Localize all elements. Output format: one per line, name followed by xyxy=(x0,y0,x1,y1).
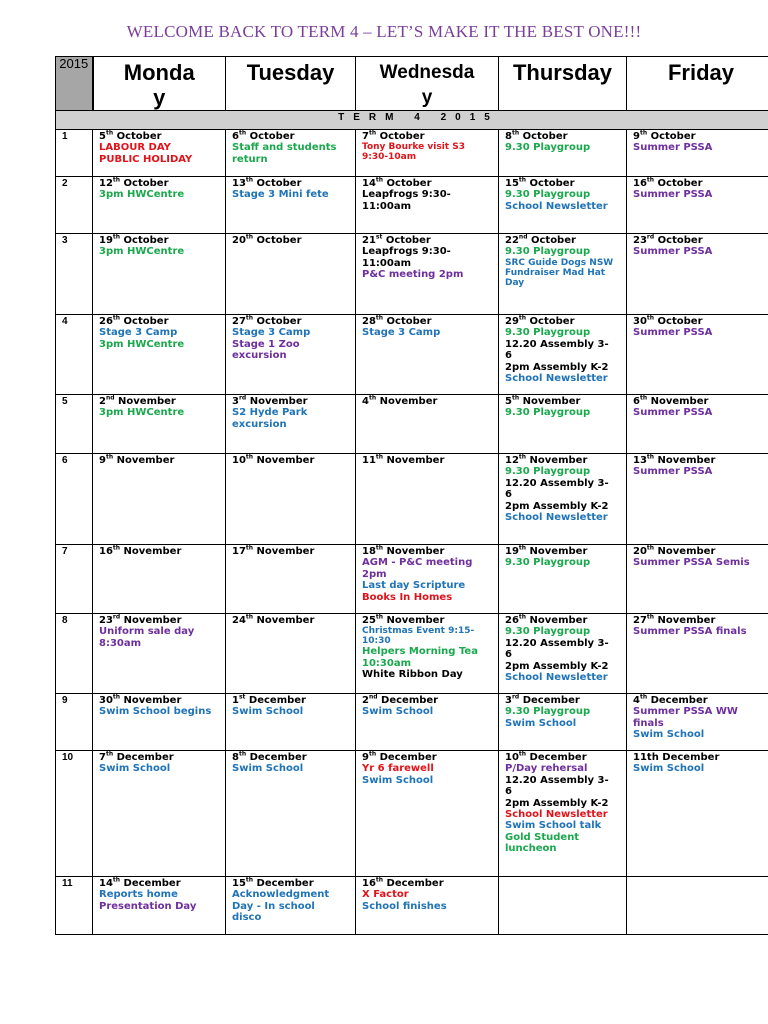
date-label: 12th October xyxy=(99,176,169,189)
term-banner-row xyxy=(56,111,768,130)
event-text: Stage 3 Camp xyxy=(99,327,178,339)
event-text: 2pm Assembly K-2 xyxy=(505,660,609,672)
event-text: Day xyxy=(505,277,525,288)
day-cell-wednesday xyxy=(356,130,499,177)
day-cell-tuesday xyxy=(226,234,356,315)
date-label: 19th October xyxy=(99,233,169,246)
event-text: Day - In school xyxy=(232,900,315,912)
day-cell-thursday xyxy=(499,130,627,177)
week-row xyxy=(56,545,768,614)
date-label: 23rd November xyxy=(99,613,182,626)
event-text: 6 xyxy=(505,489,512,501)
page-title: WELCOME BACK TO TERM 4 – LET’S MAKE IT THE BEST ONE!!! xyxy=(126,22,642,41)
date-label: 9th October xyxy=(633,129,696,142)
date-label: 20th October xyxy=(232,233,302,246)
date-label: 24th November xyxy=(232,613,315,626)
date-label: 8th October xyxy=(505,129,568,142)
event-text: School Newsletter xyxy=(505,373,608,385)
day-cell-monday xyxy=(93,177,226,234)
event-text: S2 Hyde Park xyxy=(232,407,308,419)
week-number: 10 xyxy=(56,751,93,877)
date-label: 17th November xyxy=(232,544,315,557)
event-text: 9.30 Playgroup xyxy=(505,142,591,154)
day-cell-friday xyxy=(627,877,768,935)
day-cell-friday xyxy=(627,315,768,395)
day-cell-tuesday xyxy=(226,877,356,935)
event-text: School Newsletter xyxy=(505,672,608,684)
day-cell-tuesday xyxy=(226,130,356,177)
event-text: 11:00am xyxy=(362,200,411,212)
day-header-monday: Monda y xyxy=(93,57,226,111)
event-text: Last day Scripture xyxy=(362,580,466,592)
day-cell-wednesday xyxy=(356,877,499,935)
date-label: 22nd October xyxy=(505,233,576,246)
event-text: Summer PSSA xyxy=(633,327,713,339)
day-cell-wednesday xyxy=(356,395,499,454)
event-text: Acknowledgment xyxy=(232,889,330,901)
day-header-friday: Friday xyxy=(627,57,768,111)
event-text: Swim School talk xyxy=(505,820,602,832)
date-label: 9th December xyxy=(362,750,437,763)
date-label: 15th December xyxy=(232,876,314,889)
day-cell-tuesday xyxy=(226,545,356,614)
event-text: Stage 3 Camp xyxy=(362,327,441,339)
week-row xyxy=(56,315,768,395)
event-text: School Newsletter xyxy=(505,512,608,524)
day-header-thursday: Thursday xyxy=(499,57,627,111)
event-text: excursion xyxy=(232,350,287,362)
week-row xyxy=(56,395,768,454)
week-number: 5 xyxy=(56,395,93,454)
event-text: Summer PSSA xyxy=(633,189,713,201)
event-text: 9.30 Playgroup xyxy=(505,327,591,339)
week-number: 7 xyxy=(56,545,93,614)
event-text: 12.20 Assembly 3- xyxy=(505,338,609,350)
event-text: SRC Guide Dogs NSW xyxy=(505,257,614,268)
event-text: Summer PSSA xyxy=(633,407,713,419)
date-label: 29th October xyxy=(505,314,575,327)
week-row xyxy=(56,130,768,177)
event-text: 2pm Assembly K-2 xyxy=(505,500,609,512)
day-cell-wednesday xyxy=(356,694,499,751)
day-cell-thursday xyxy=(499,694,627,751)
day-cell-monday xyxy=(93,234,226,315)
event-text: Reports home xyxy=(99,889,178,901)
event-text: Summer PSSA WW xyxy=(633,706,738,718)
date-label: 10th November xyxy=(232,453,315,466)
day-cell-friday xyxy=(627,545,768,614)
date-label: 26th October xyxy=(99,314,169,327)
week-number: 2 xyxy=(56,177,93,234)
event-text: Stage 1 Zoo xyxy=(232,338,300,350)
week-number: 6 xyxy=(56,454,93,545)
event-text: 3pm HWCentre xyxy=(99,338,185,350)
event-text: School finishes xyxy=(362,900,447,912)
week-row xyxy=(56,177,768,234)
term-banner: TERM 4 2015 xyxy=(56,111,768,130)
event-text: luncheon xyxy=(505,843,557,855)
event-text: Leapfrogs 9:30- xyxy=(362,246,451,258)
date-label: 25th November xyxy=(362,613,445,626)
day-cell-monday xyxy=(93,130,226,177)
date-label: 16th December xyxy=(362,876,444,889)
day-cell-thursday xyxy=(499,454,627,545)
event-text: Swim School xyxy=(232,763,304,775)
event-text: 10:30am xyxy=(362,657,411,669)
event-text: 8:30am xyxy=(99,637,142,649)
week-number: 8 xyxy=(56,614,93,694)
event-text: Swim School xyxy=(99,763,171,775)
event-text: 6 xyxy=(505,786,512,798)
event-text: 2pm Assembly K-2 xyxy=(505,361,609,373)
event-text: Christmas Event 9:15- xyxy=(362,626,475,637)
day-cell-wednesday xyxy=(356,454,499,545)
date-label: 4th December xyxy=(633,693,708,706)
event-text: School Newsletter xyxy=(505,200,608,212)
event-text: 9.30 Playgroup xyxy=(505,189,591,201)
day-cell-monday xyxy=(93,877,226,935)
event-text: Swim School xyxy=(232,706,304,718)
date-label: 16th November xyxy=(99,544,182,557)
day-cell-thursday xyxy=(499,234,627,315)
event-text: 2pm xyxy=(362,568,387,580)
day-cell-tuesday xyxy=(226,454,356,545)
date-label: 20th November xyxy=(633,544,716,557)
day-cell-tuesday xyxy=(226,177,356,234)
event-text: excursion xyxy=(232,418,287,430)
event-text: Presentation Day xyxy=(99,900,197,912)
day-cell-friday xyxy=(627,454,768,545)
week-row xyxy=(56,454,768,545)
date-label: 7th October xyxy=(362,129,425,142)
date-label: 30th November xyxy=(99,693,182,706)
week-number: 11 xyxy=(56,877,93,935)
event-text: 6 xyxy=(505,350,512,362)
week-row xyxy=(56,614,768,694)
day-header-tuesday: Tuesday xyxy=(226,57,356,111)
day-cell-friday xyxy=(627,130,768,177)
date-label: 28th October xyxy=(362,314,432,327)
event-text: Swim School xyxy=(505,717,577,729)
date-label: 18th November xyxy=(362,544,445,557)
event-text: P&C meeting 2pm xyxy=(362,269,464,281)
event-text: 9.30 Playgroup xyxy=(505,626,591,638)
event-text: Helpers Morning Tea xyxy=(362,646,478,658)
day-cell-monday xyxy=(93,694,226,751)
event-text: P/Day rehersal xyxy=(505,763,588,775)
date-label: 3rd November xyxy=(232,394,308,407)
event-text: 11:00am xyxy=(362,257,411,269)
event-text: Fundraiser Mad Hat xyxy=(505,267,606,278)
event-text: Staff and students xyxy=(232,142,337,154)
week-row xyxy=(56,234,768,315)
date-label: 27th October xyxy=(232,314,302,327)
day-cell-thursday xyxy=(499,395,627,454)
day-cell-monday xyxy=(93,751,226,877)
week-number: 3 xyxy=(56,234,93,315)
event-text: White Ribbon Day xyxy=(362,669,463,681)
event-text: Stage 3 Camp xyxy=(232,327,311,339)
day-cell-wednesday xyxy=(356,614,499,694)
day-cell-friday xyxy=(627,395,768,454)
day-cell-friday xyxy=(627,177,768,234)
day-cell-tuesday xyxy=(226,614,356,694)
event-text: School Newsletter xyxy=(505,809,608,821)
date-label: 4th November xyxy=(362,394,438,407)
event-text: Summer PSSA Semis xyxy=(633,557,750,569)
date-label: 3rd December xyxy=(505,693,580,706)
event-text: Books In Homes xyxy=(362,591,453,603)
day-cell-friday xyxy=(627,234,768,315)
event-text: 6 xyxy=(505,649,512,661)
date-label: 5th October xyxy=(99,129,162,142)
day-cell-thursday xyxy=(499,614,627,694)
event-text: 9.30 Playgroup xyxy=(505,466,591,478)
week-row xyxy=(56,751,768,877)
event-text: Gold Student xyxy=(505,831,580,843)
event-text: 3pm HWCentre xyxy=(99,189,185,201)
week-number: 4 xyxy=(56,315,93,395)
day-cell-wednesday xyxy=(356,177,499,234)
date-label: 9th November xyxy=(99,453,175,466)
day-cell-tuesday xyxy=(226,751,356,877)
event-text: 9.30 Playgroup xyxy=(505,706,591,718)
day-cell-tuesday xyxy=(226,694,356,751)
event-text: Uniform sale day xyxy=(99,626,195,638)
event-text: Summer PSSA xyxy=(633,142,713,154)
date-label: 11th December xyxy=(633,752,720,763)
event-text: 12.20 Assembly 3- xyxy=(505,477,609,489)
date-label: 30th October xyxy=(633,314,703,327)
event-text: Swim School xyxy=(633,763,705,775)
day-cell-tuesday xyxy=(226,395,356,454)
date-label: 13th November xyxy=(633,453,716,466)
date-label: 6th November xyxy=(633,394,709,407)
day-cell-thursday xyxy=(499,177,627,234)
date-label: 10th December xyxy=(505,750,587,763)
event-text: 3pm HWCentre xyxy=(99,246,185,258)
week-row xyxy=(56,694,768,751)
event-text: Leapfrogs 9:30- xyxy=(362,189,451,201)
event-text: X Factor xyxy=(362,889,409,901)
day-cell-wednesday xyxy=(356,315,499,395)
date-label: 7th December xyxy=(99,750,174,763)
day-cell-thursday xyxy=(499,545,627,614)
date-label: 15th October xyxy=(505,176,575,189)
event-text: Summer PSSA finals xyxy=(633,626,747,638)
event-text: return xyxy=(232,153,268,165)
event-text: AGM - P&C meeting xyxy=(362,557,473,569)
date-label: 2nd December xyxy=(362,693,439,706)
date-label: 11th November xyxy=(362,453,445,466)
day-cell-monday xyxy=(93,395,226,454)
day-cell-monday xyxy=(93,315,226,395)
header-row xyxy=(56,57,768,111)
date-label: 13th October xyxy=(232,176,302,189)
event-text: 12.20 Assembly 3- xyxy=(505,774,609,786)
date-label: 12th November xyxy=(505,453,588,466)
event-text: Summer PSSA xyxy=(633,466,713,478)
event-text: Tony Bourke visit S3 xyxy=(362,142,465,153)
event-text: Swim School begins xyxy=(99,706,212,718)
event-text: Summer PSSA xyxy=(633,246,713,258)
date-label: 2nd November xyxy=(99,394,176,407)
event-text: 10:30 xyxy=(362,636,391,647)
day-cell-thursday xyxy=(499,877,627,935)
date-label: 5th November xyxy=(505,394,581,407)
day-cell-monday xyxy=(93,545,226,614)
week-number: 9 xyxy=(56,694,93,751)
week-number: 1 xyxy=(56,130,93,177)
day-cell-thursday xyxy=(499,751,627,877)
event-text: Yr 6 farewell xyxy=(362,763,434,775)
date-label: 16th October xyxy=(633,176,703,189)
day-cell-thursday xyxy=(499,315,627,395)
event-text: disco xyxy=(232,912,262,924)
term-calendar-table xyxy=(55,56,768,935)
day-cell-friday xyxy=(627,694,768,751)
event-text: Stage 3 Mini fete xyxy=(232,189,329,201)
date-label: 26th November xyxy=(505,613,588,626)
date-label: 14th October xyxy=(362,176,432,189)
date-label: 19th November xyxy=(505,544,588,557)
event-text: LABOUR DAY xyxy=(99,142,171,154)
event-text: 12.20 Assembly 3- xyxy=(505,637,609,649)
event-text: 9.30 Playgroup xyxy=(505,407,591,419)
date-label: 21st October xyxy=(362,233,431,246)
date-label: 1st December xyxy=(232,693,306,706)
day-cell-friday xyxy=(627,751,768,877)
event-text: 3pm HWCentre xyxy=(99,407,185,419)
date-label: 14th December xyxy=(99,876,181,889)
day-cell-tuesday xyxy=(226,315,356,395)
day-cell-friday xyxy=(627,614,768,694)
event-text: finals xyxy=(633,717,664,729)
event-text: PUBLIC HOLIDAY xyxy=(99,153,193,165)
date-label: 8th December xyxy=(232,750,307,763)
day-header-wednesday: Wednesda y xyxy=(356,57,499,111)
event-text: 9.30 Playgroup xyxy=(505,246,591,258)
event-text: 2pm Assembly K-2 xyxy=(505,797,609,809)
event-text: Swim School xyxy=(362,706,434,718)
day-cell-wednesday xyxy=(356,751,499,877)
date-label: 23rd October xyxy=(633,233,703,246)
event-text: 9:30-10am xyxy=(362,152,417,163)
date-label: 27th November xyxy=(633,613,716,626)
event-text: 9.30 Playgroup xyxy=(505,557,591,569)
week-row xyxy=(56,877,768,935)
day-cell-wednesday xyxy=(356,545,499,614)
day-cell-monday xyxy=(93,454,226,545)
event-text: Swim School xyxy=(633,729,705,741)
day-cell-monday xyxy=(93,614,226,694)
event-text: Swim School xyxy=(362,774,434,786)
day-cell-wednesday xyxy=(356,234,499,315)
year-cell: 2015 xyxy=(56,57,93,111)
date-label: 6th October xyxy=(232,129,295,142)
